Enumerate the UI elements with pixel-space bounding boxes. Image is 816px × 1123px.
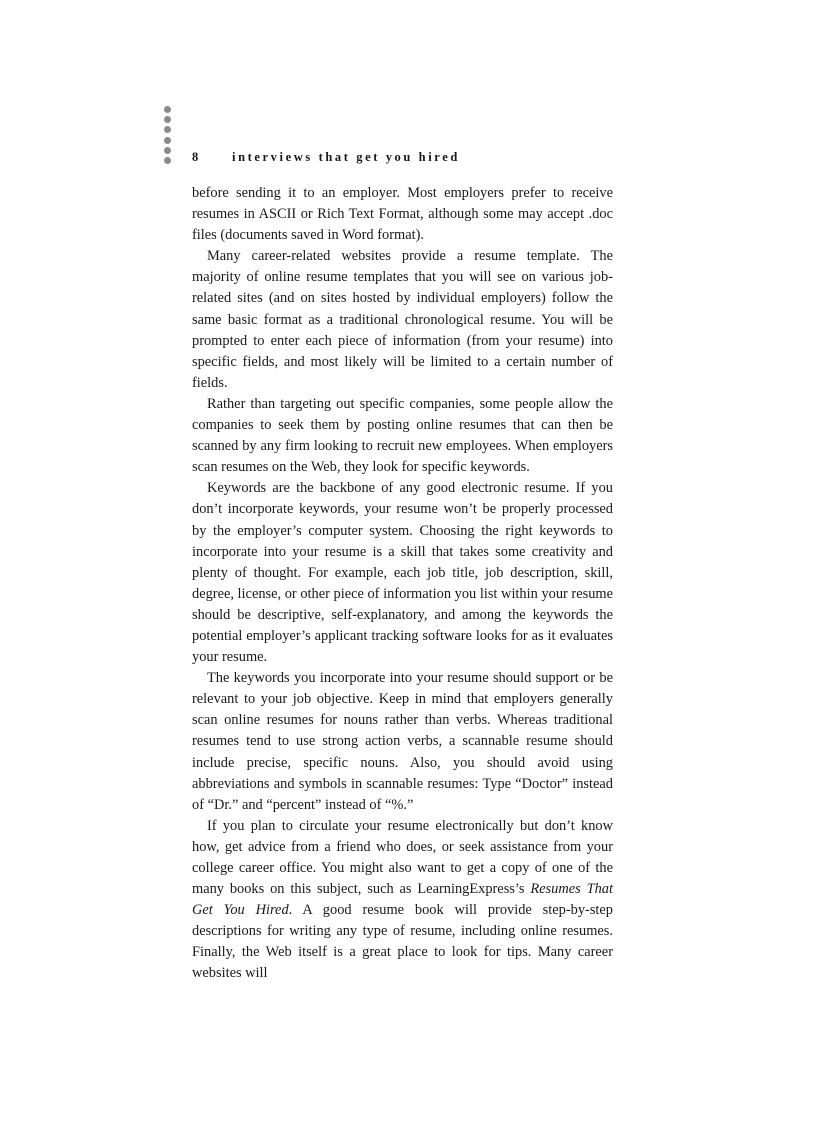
paragraph: before sending it to an employer. Most employers prefer to receive resumes in ASCII or Rich Text Format, although some may accept .doc files (documents saved in Word format). — [192, 185, 613, 244]
ornament-dot — [164, 116, 171, 123]
paragraph: Rather than targeting out specific companies, some people allow the companies to seek them by posting online resumes that can then be scanned by any firm looking to recruit new employees. When employers scan resumes on the Web, they look for specific keywords. — [192, 395, 613, 476]
running-title: interviews that get you hired — [232, 150, 460, 164]
paragraph-text: If you plan to circulate your resume electronically but don’t know how, get advice from a friend who does, or seek assistance from your college career office. You might also want to get a copy of one of the many books on this subject, such as LearningExpress’s — [192, 817, 613, 898]
ornament-dot — [164, 137, 171, 144]
running-head — [192, 150, 460, 165]
ornament-dot — [164, 126, 171, 133]
book-title: Resumes That Get You Hired — [192, 881, 613, 919]
paragraph-text: . A good resume book will provide step-by-step descriptions for writing any type of resume, including online resumes. Finally, the Web itself is a great place to look for tips. Many career websites will — [192, 902, 613, 982]
page-number: 8 — [192, 150, 199, 164]
paragraph: Keywords are the backbone of any good electronic resume. If you don’t incorporate keywords, your resume won’t be properly processed by the employer’s computer system. Choosing the right keywords to incorporate into your resume is a skill that takes some creativity and plenty of thought. For example, each job title, job description, skill, degree, license, or other piece of information you list within your resume should be descriptive, self-explanatory, and among the keywords the potential employer’s applicant tracking software looks for as it evaluates your resume. — [192, 480, 613, 666]
ornament-dot — [164, 147, 171, 154]
paragraph — [192, 816, 613, 985]
paragraph: Many career-related websites provide a resume template. The majority of online resume templates that you will see on various job-related sites (and on sites hosted by individual employers) follow the same basic format as a traditional chronological resume. You will be prompted to enter each piece of information (from your resume) into specific fields, and most likely will be limited to a certain number of fields. — [192, 248, 613, 391]
margin-dots-ornament — [164, 106, 172, 167]
ornament-dot — [164, 106, 171, 113]
paragraph: The keywords you incorporate into your resume should support or be relevant to your job objective. Keep in mind that employers generally scan online resumes for nouns rather than verbs. Whereas traditional resumes tend to use strong action verbs, a scannable resume should include precise, specific nouns. Also, you should avoid using abbreviations and symbols in scannable resumes: Type “Doctor” instead of “Dr.” and “percent” instead of “%.” — [192, 670, 613, 813]
ornament-dot — [164, 157, 171, 164]
body-text — [192, 183, 613, 985]
